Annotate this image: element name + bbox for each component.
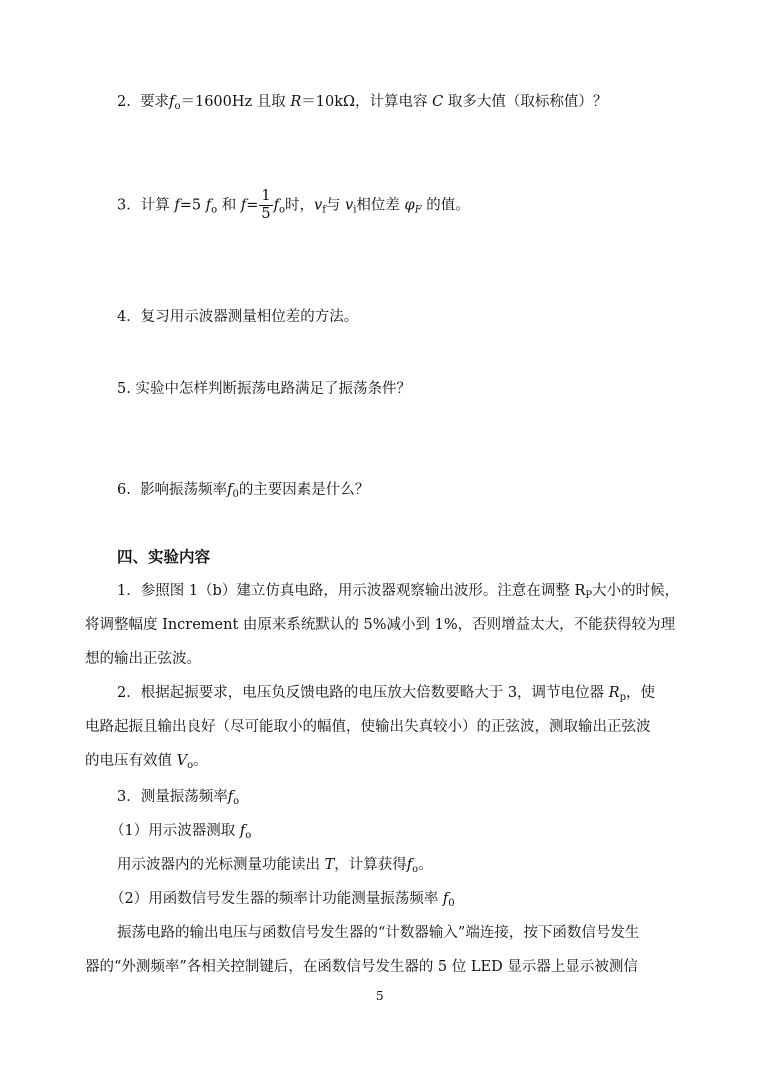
question-number: 3． bbox=[117, 197, 141, 214]
question-number: 2. bbox=[117, 94, 131, 110]
paragraph-7-line-2: 器的“外测频率”各相关控制键后，在函数信号发生器的 5 位 LED 显示器上显示被测信 bbox=[85, 959, 638, 975]
question-5: 5. 实验中怎样判断振荡电路满足了振荡条件？ bbox=[117, 381, 411, 397]
paragraph-2-line-1: 2．根据起振要求，电压负反馈电路的电压放大倍数要略大于 3，调节电位器 $R_p$，使 bbox=[117, 685, 655, 703]
paragraph-7-line-1: 振荡电路的输出电压与函数信号发生器的“计数器输入”端连接，按下函数信号发生 bbox=[117, 925, 640, 941]
paragraph-3: 3．测量振荡频率$f_o$ bbox=[117, 789, 240, 807]
page-number: 5 bbox=[376, 989, 384, 1003]
paragraph-1-line-2: 将调整幅度 Increment 由原来系统默认的 5%减小到 1%，否则增益太大，不能获得较为理 bbox=[85, 617, 676, 633]
question-4: 4．复习用示波器测量相位差的方法。 bbox=[117, 309, 359, 325]
paragraph-1-line-3: 想的输出正弦波。 bbox=[85, 651, 201, 667]
paragraph-5: 用示波器内的光标测量功能读出 T，计算获得$f_o$。 bbox=[117, 857, 433, 875]
section-heading: 四、实验内容 bbox=[117, 548, 211, 566]
fraction: $\frac{1}{5}$ bbox=[261, 188, 271, 222]
question-6: 6. 影响振荡频率$f_0$的主要因素是什么？ bbox=[117, 482, 370, 500]
paragraph-2-line-2: 电路起振且输出良好（尽可能取小的幅值，使输出失真较小）的正弦波，测取输出正弦波 bbox=[85, 719, 651, 735]
question-3: 3．计算 f=5 $f_o$ 和 f= $\frac{1}{5}$ $f_o$时，$v_f$与 $v_i$相位差 $\varphi_F$ 的值。 bbox=[117, 188, 470, 222]
question-2: 2. 要求$f_o=1600Hz$ 且取 R＝10kΩ，计算电容 C 取多大值（取标称值）？ bbox=[117, 94, 608, 112]
paragraph-1-line-1: 1．参照图 1（b）建立仿真电路，用示波器观察输出波形。注意在调整 $R_P$大小的时候， bbox=[117, 583, 680, 601]
paragraph-6: （2）用函数信号发生器的频率计功能测量振荡频率 $f_0$ bbox=[110, 891, 455, 909]
question-number: 6. bbox=[117, 482, 131, 498]
paragraph-2-line-3: 的电压有效值 $V_o$。 bbox=[85, 753, 208, 771]
paragraph-4: （1）用示波器测取 $f_o$ bbox=[110, 823, 252, 841]
